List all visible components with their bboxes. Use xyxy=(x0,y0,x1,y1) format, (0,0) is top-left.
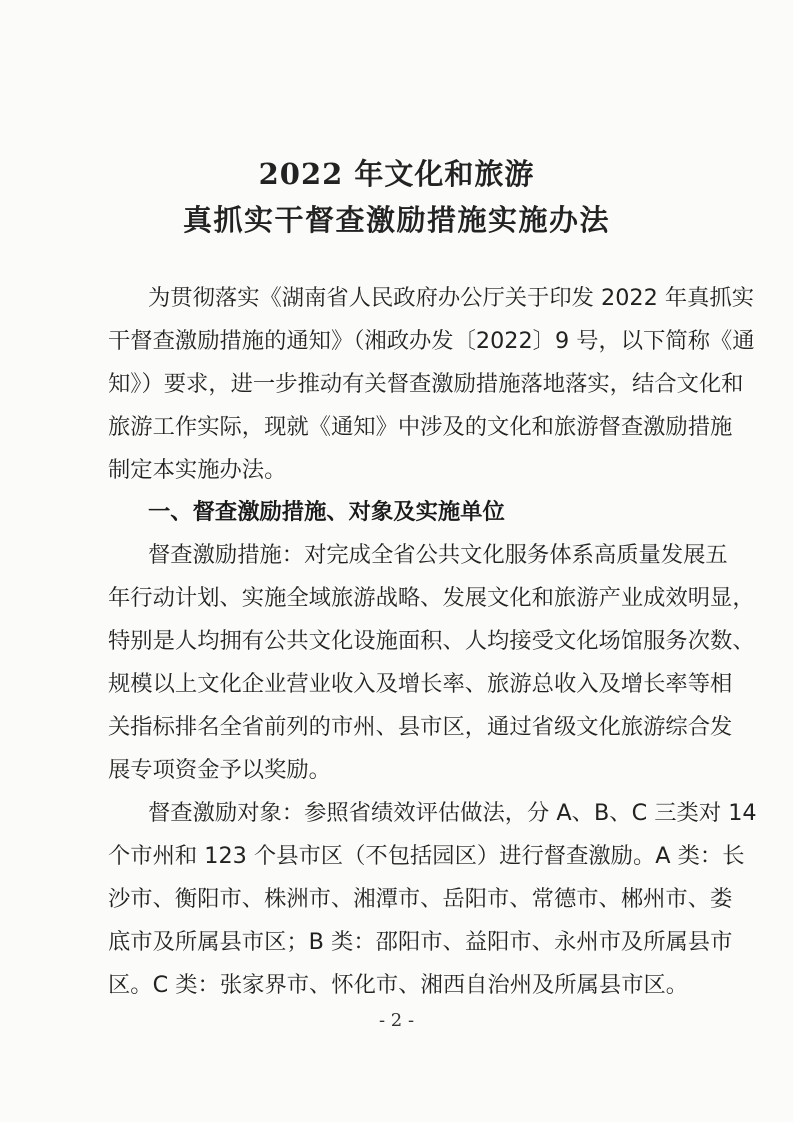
page-number: - 2 - xyxy=(378,1010,415,1031)
paragraph-line: 底市及所属县市区；B 类：邵阳市、益阳市、永州市及所属县市 xyxy=(108,929,733,955)
document-title-line-2: 真抓实干督查激励措施实施办法 xyxy=(182,203,610,237)
section-heading: 一、督查激励措施、对象及实施单位 xyxy=(148,499,505,525)
paragraph-line: 年行动计划、实施全域旅游战略、发展文化和旅游产业成效明显， xyxy=(108,585,755,611)
paragraph-line: 为贯彻落实《湖南省人民政府办公厅关于印发 2022 年真抓实 xyxy=(148,285,755,311)
paragraph-line: 关指标排名全省前列的市州、县市区，通过省级文化旅游综合发 xyxy=(108,714,733,740)
paragraph-line: 规模以上文化企业营业收入及增长率、旅游总收入及增长率等相 xyxy=(108,671,733,697)
paragraph-line: 沙市、衡阳市、株洲市、湘潭市、岳阳市、常德市、郴州市、娄 xyxy=(108,886,733,912)
paragraph-line: 知》）要求，进一步推动有关督查激励措施落地落实，结合文化和 xyxy=(108,371,744,397)
paragraph-line: 督查激励对象：参照省绩效评估做法，分 A、B、C 三类对 14 xyxy=(148,800,757,826)
paragraph-line: 制定本实施办法。 xyxy=(108,457,287,483)
paragraph-line: 旅游工作实际，现就《通知》中涉及的文化和旅游督查激励措施 xyxy=(108,414,733,440)
paragraph-line: 督查激励措施：对完成全省公共文化服务体系高质量发展五 xyxy=(148,542,728,568)
paragraph-line: 特别是人均拥有公共文化设施面积、人均接受文化场馆服务次数、 xyxy=(108,628,755,654)
paragraph-line: 展专项资金予以奖励。 xyxy=(108,757,331,783)
document-title-line-1: 2022 年文化和旅游 xyxy=(258,157,535,191)
paragraph-line: 干督查激励措施的通知》（湘政办发〔2022〕9 号，以下简称《通 xyxy=(108,328,755,354)
paragraph-line: 个市州和 123 个县市区（不包括园区）进行督查激励。A 类：长 xyxy=(108,843,745,869)
paragraph-line: 区。C 类：张家界市、怀化市、湘西自治州及所属县市区。 xyxy=(108,972,689,998)
